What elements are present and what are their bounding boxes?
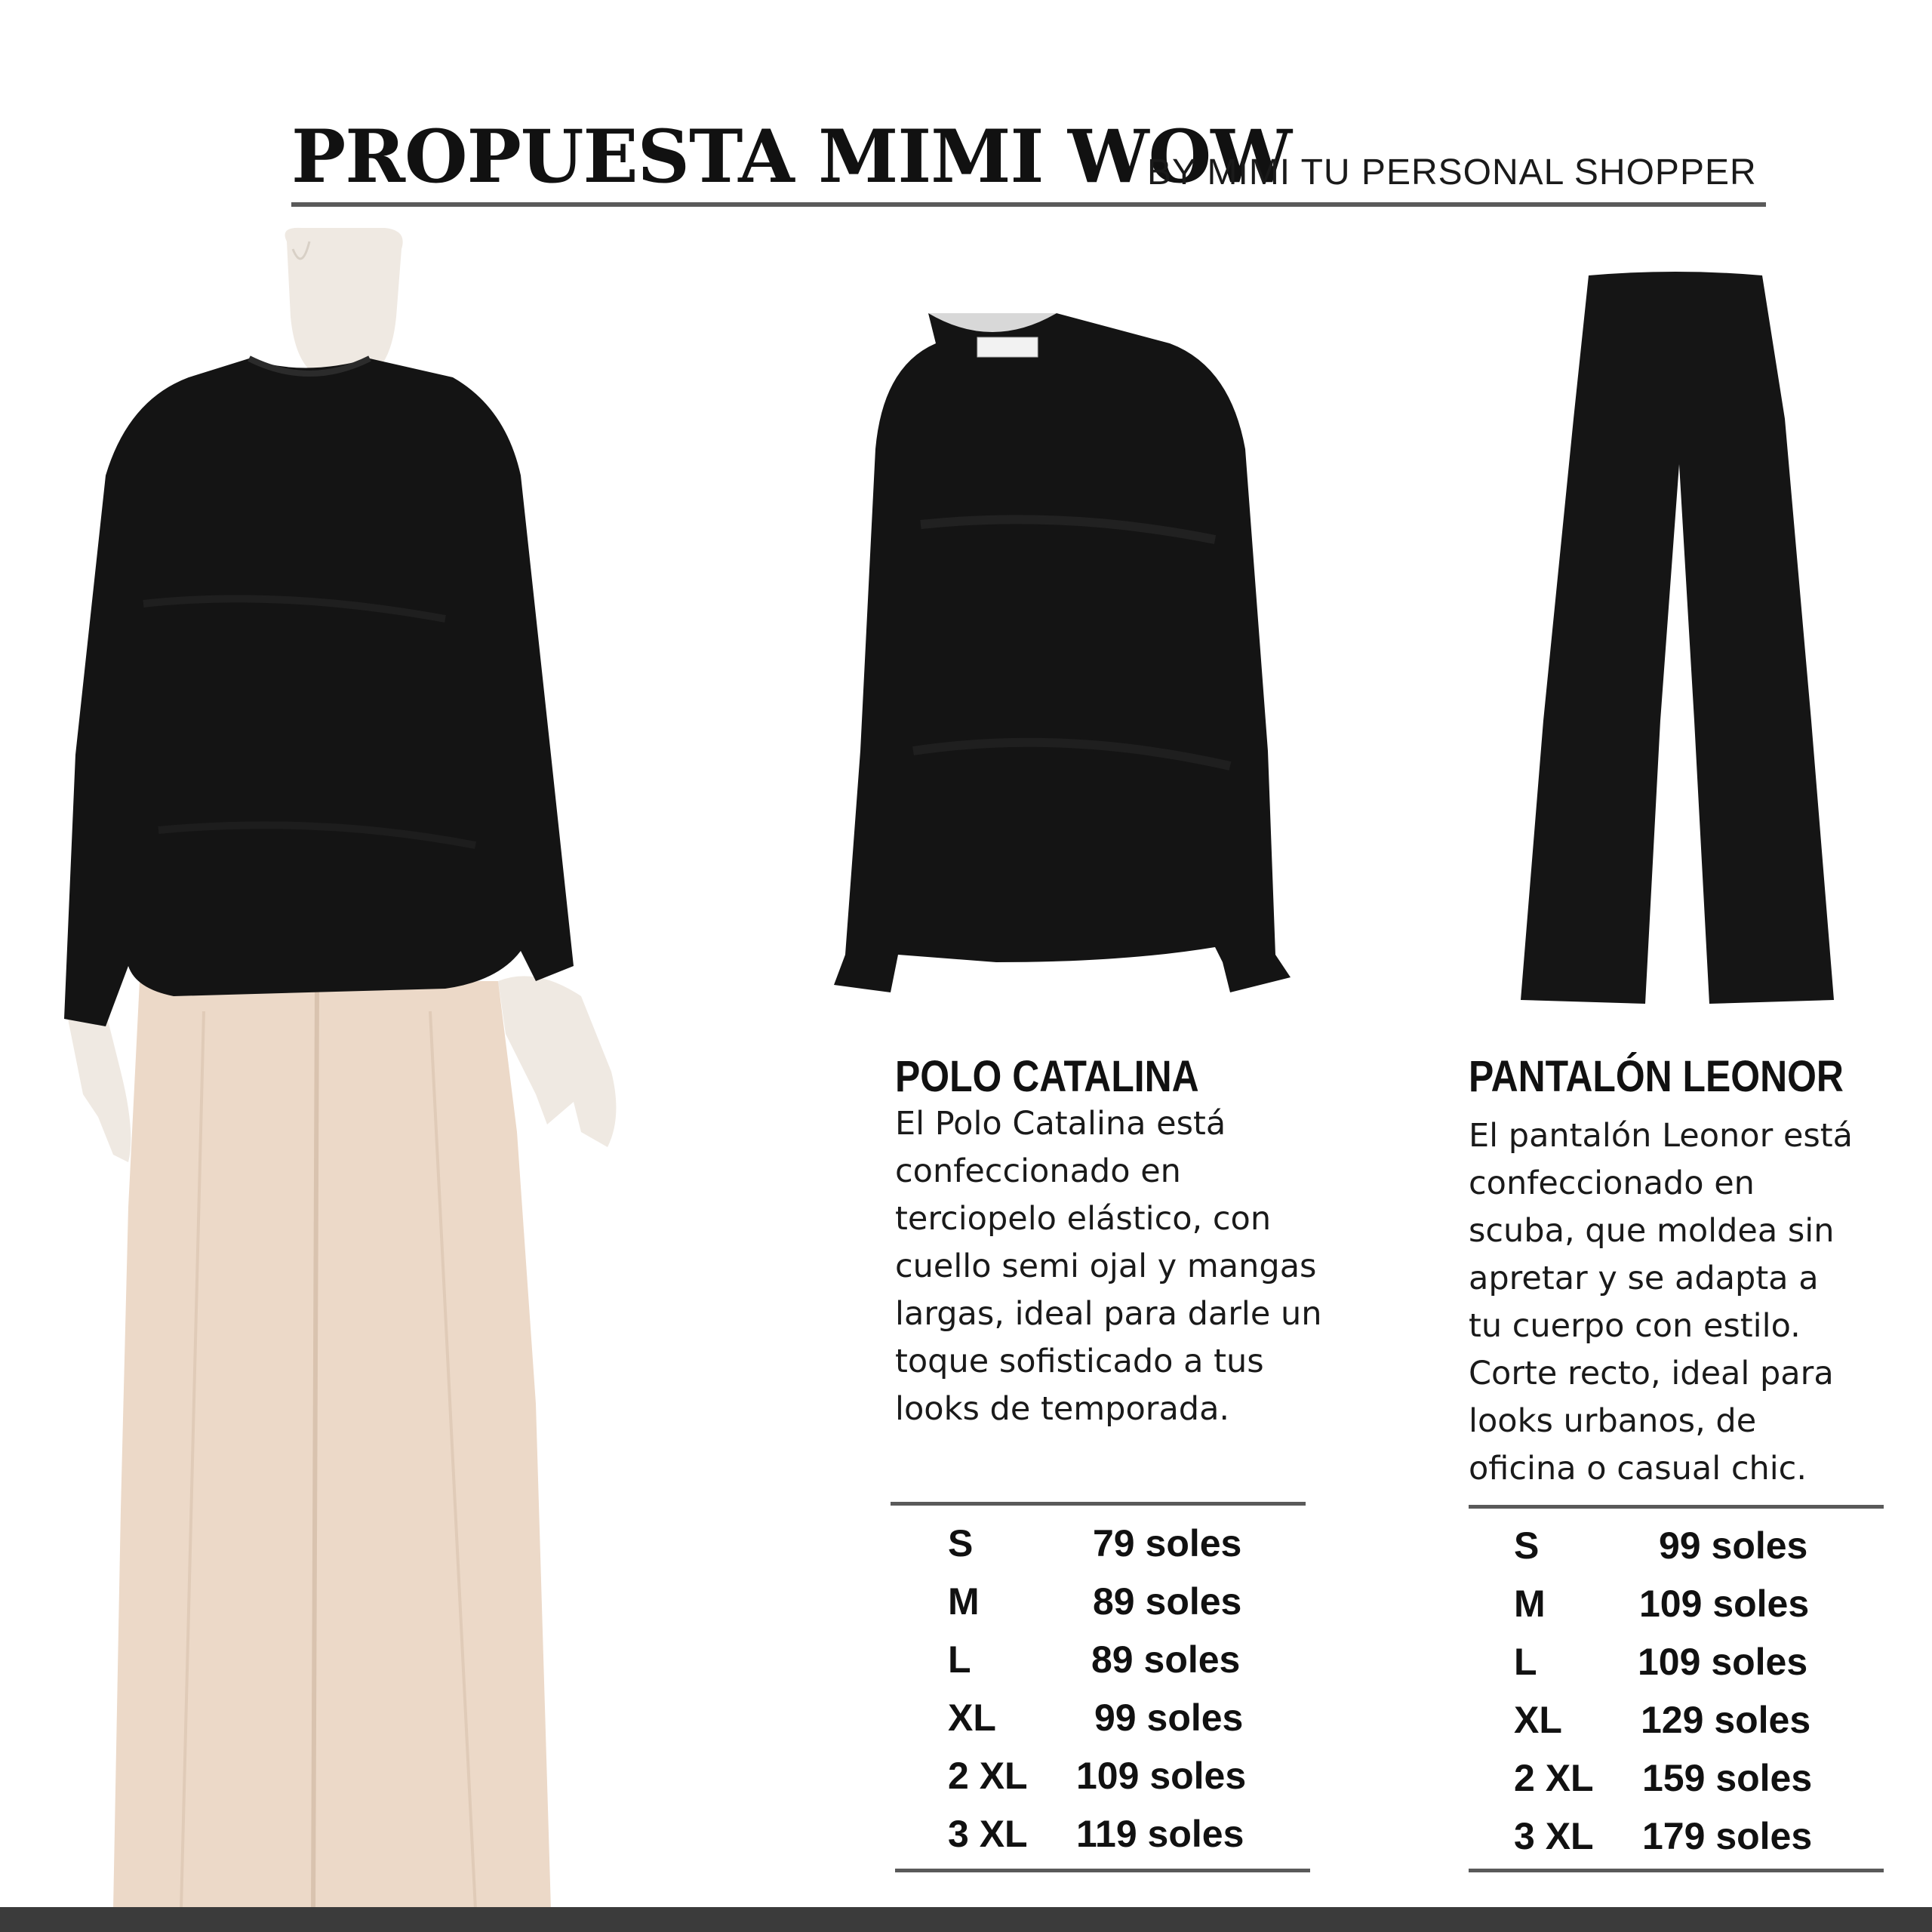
price-value: 79 soles — [1093, 1522, 1242, 1564]
price-row — [948, 1805, 1340, 1863]
price-row — [948, 1631, 1340, 1689]
price-value: 99 soles — [1094, 1697, 1244, 1739]
size-label: 2 XL — [1514, 1757, 1594, 1799]
pantalon-desc-line: El pantalón Leonor está — [1469, 1117, 1854, 1155]
mannequin-photo — [53, 226, 808, 1909]
price-row — [948, 1573, 1340, 1631]
pantalon-price-table — [1514, 1517, 1906, 1866]
polo-desc-line: largas, ideal para darle un — [895, 1295, 1322, 1333]
polo-price-table — [948, 1515, 1340, 1863]
size-label: S — [948, 1522, 974, 1564]
price-row — [1514, 1749, 1906, 1807]
polo-desc-line: looks de temporada. — [895, 1390, 1230, 1428]
polo-desc-line: confeccionado en — [895, 1152, 1181, 1190]
polo-title: POLO CATALINA — [895, 1052, 1199, 1101]
price-value: 159 soles — [1642, 1757, 1813, 1799]
pantalon-desc-line: confeccionado en — [1469, 1164, 1755, 1202]
pantalon-title: PANTALÓN LEONOR — [1469, 1052, 1844, 1101]
size-label: XL — [948, 1697, 996, 1739]
pantalon-desc-line: tu cuerpo con estilo. — [1469, 1307, 1801, 1345]
size-label: 2 XL — [948, 1755, 1028, 1797]
price-value: 109 soles — [1639, 1583, 1810, 1625]
polo-description — [895, 1100, 1378, 1433]
size-label: 3 XL — [1514, 1815, 1594, 1857]
size-label: S — [1514, 1524, 1540, 1567]
pantalon-desc-line: apretar y se adapta a — [1469, 1260, 1819, 1297]
price-value: 179 soles — [1642, 1815, 1813, 1857]
footer-bar — [0, 1907, 1932, 1932]
price-row — [1514, 1575, 1906, 1633]
size-label: L — [948, 1638, 971, 1681]
pantalon-table-top-divider — [1469, 1505, 1884, 1509]
header-divider — [291, 202, 1766, 207]
price-row — [948, 1515, 1340, 1573]
pantalon-desc-line: looks urbanos, de — [1469, 1402, 1757, 1440]
price-value: 89 soles — [1091, 1638, 1241, 1681]
polo-table-top-divider — [891, 1502, 1306, 1506]
price-value: 109 soles — [1638, 1641, 1808, 1683]
polo-desc-line: toque sofisticado a tus — [895, 1343, 1264, 1380]
page-subtitle: BY MIMI TU PERSONAL SHOPPER — [1147, 152, 1757, 192]
price-row — [1514, 1691, 1906, 1749]
pantalon-leonor-photo — [1513, 268, 1838, 1019]
pantalon-description — [1469, 1112, 1899, 1493]
pantalon-desc-line: Corte recto, ideal para — [1469, 1355, 1834, 1392]
pantalon-desc-line: oficina o casual chic. — [1469, 1450, 1807, 1487]
price-row — [948, 1747, 1340, 1805]
price-value: 109 soles — [1076, 1755, 1247, 1797]
price-row — [1514, 1807, 1906, 1866]
page-title: PROPUESTA MIMI WOW — [291, 114, 1292, 199]
polo-desc-line: cuello semi ojal y mangas — [895, 1247, 1317, 1285]
size-label: XL — [1514, 1699, 1562, 1741]
price-row — [1514, 1633, 1906, 1691]
price-row — [1514, 1517, 1906, 1575]
size-label: 3 XL — [948, 1813, 1028, 1855]
size-label: M — [1514, 1583, 1546, 1625]
price-value: 99 soles — [1659, 1524, 1808, 1567]
price-value: 129 soles — [1641, 1699, 1811, 1741]
price-value: 89 soles — [1093, 1580, 1242, 1623]
polo-desc-line: terciopelo elástico, con — [895, 1200, 1272, 1238]
pantalon-desc-line: scuba, que moldea sin — [1469, 1212, 1835, 1250]
polo-table-bottom-divider — [895, 1869, 1310, 1872]
polo-catalina-photo — [747, 298, 1389, 1023]
size-label: L — [1514, 1641, 1537, 1683]
polo-desc-line: El Polo Catalina está — [895, 1105, 1226, 1143]
size-label: M — [948, 1580, 980, 1623]
price-row — [948, 1689, 1340, 1747]
pantalon-table-bottom-divider — [1469, 1869, 1884, 1872]
price-value: 119 soles — [1076, 1813, 1244, 1855]
